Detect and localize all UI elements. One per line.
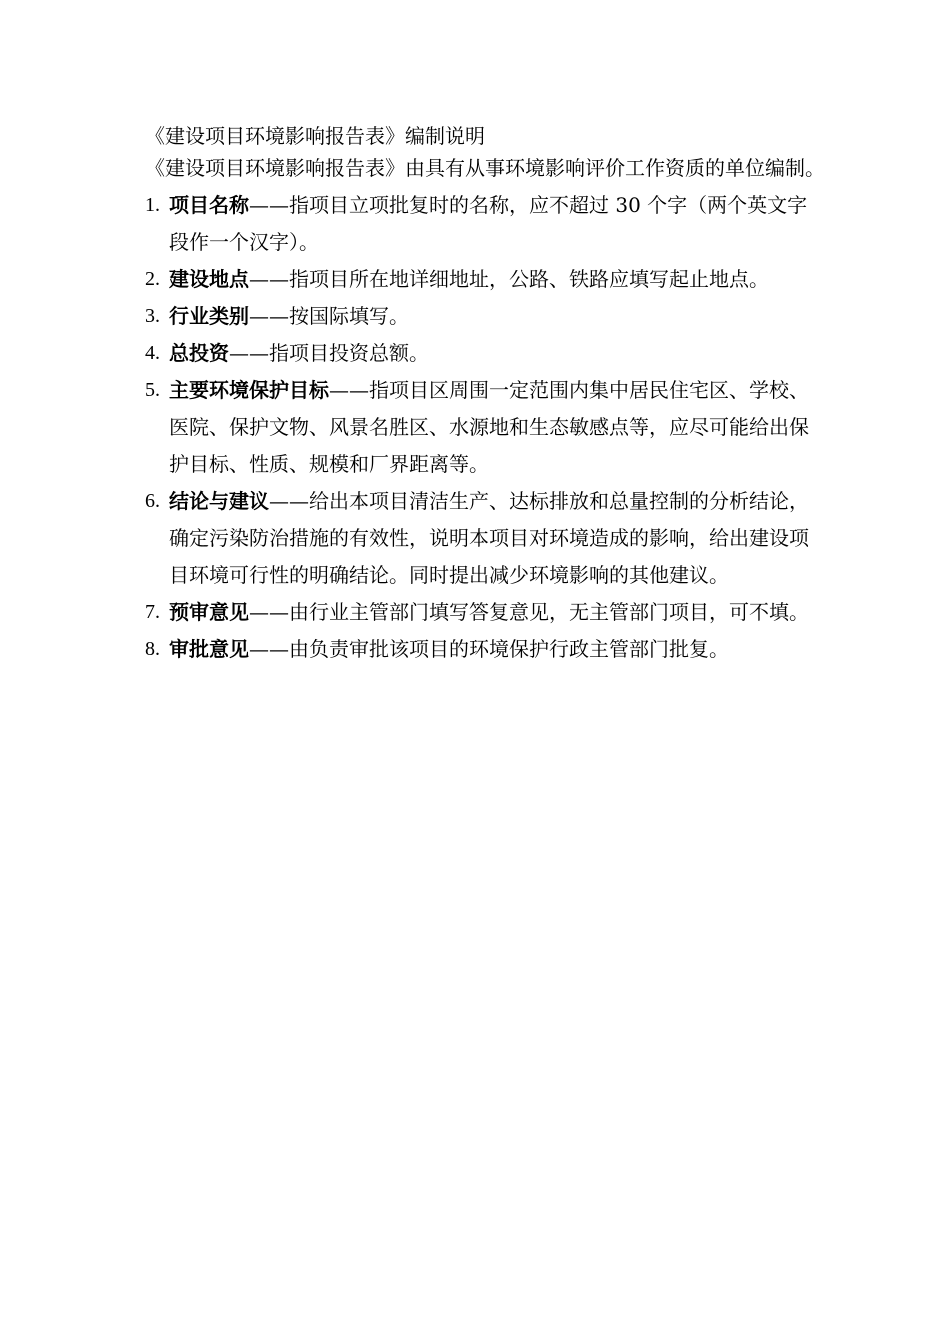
item-term: 行业类别 (169, 304, 249, 328)
item-term: 预审意见 (169, 600, 249, 624)
item-description: ——按国际填写。 (249, 304, 409, 328)
item-term: 结论与建议 (169, 489, 269, 513)
item-number: 3. (145, 305, 160, 327)
item-description: ——指项目所在地详细地址，公路、铁路应填写起止地点。 (249, 267, 769, 291)
list-item (145, 187, 825, 261)
instruction-list (145, 187, 825, 668)
item-description: ——指项目区周围一定范围内集中居民住宅区、学校、医院、保护文物、风景名胜区、水源地和生态敏感点等，应尽可能给出保护目标、性质、规模和厂界距离等。 (169, 378, 809, 476)
item-term: 建设地点 (169, 267, 249, 291)
list-item (145, 261, 825, 298)
item-description: ——由行业主管部门填写答复意见，无主管部门项目，可不填。 (249, 600, 809, 624)
item-number: 1. (145, 194, 160, 216)
document-content (145, 122, 825, 668)
item-number: 2. (145, 268, 160, 290)
item-term: 总投资 (169, 341, 229, 365)
list-item (145, 372, 825, 483)
item-number: 4. (145, 342, 160, 364)
item-description: ——由负责审批该项目的环境保护行政主管部门批复。 (249, 637, 729, 661)
list-item (145, 631, 825, 668)
item-number: 6. (145, 490, 160, 512)
item-number: 8. (145, 638, 160, 660)
list-item (145, 335, 825, 372)
item-description: ——指项目投资总额。 (229, 341, 429, 365)
item-number: 7. (145, 601, 160, 623)
item-term: 审批意见 (169, 637, 249, 661)
item-term: 主要环境保护目标 (169, 378, 329, 402)
list-item (145, 298, 825, 335)
list-item (145, 483, 825, 594)
item-number: 5. (145, 379, 160, 401)
item-description: ——给出本项目清洁生产、达标排放和总量控制的分析结论，确定污染防治措施的有效性，说明本项目对环境造成的影响，给出建设项目环境可行性的明确结论。同时提出减少环境影响的其他建议。 (169, 489, 809, 587)
document-title: 《建设项目环境影响报告表》编制说明 (145, 124, 485, 148)
item-term: 项目名称 (169, 193, 249, 217)
intro-paragraph: 《建设项目环境影响报告表》由具有从事环境影响评价工作资质的单位编制。 (145, 156, 825, 180)
item-description: ——指项目立项批复时的名称，应不超过 30 个字（两个英文字段作一个汉字）。 (169, 193, 808, 254)
list-item (145, 594, 825, 631)
